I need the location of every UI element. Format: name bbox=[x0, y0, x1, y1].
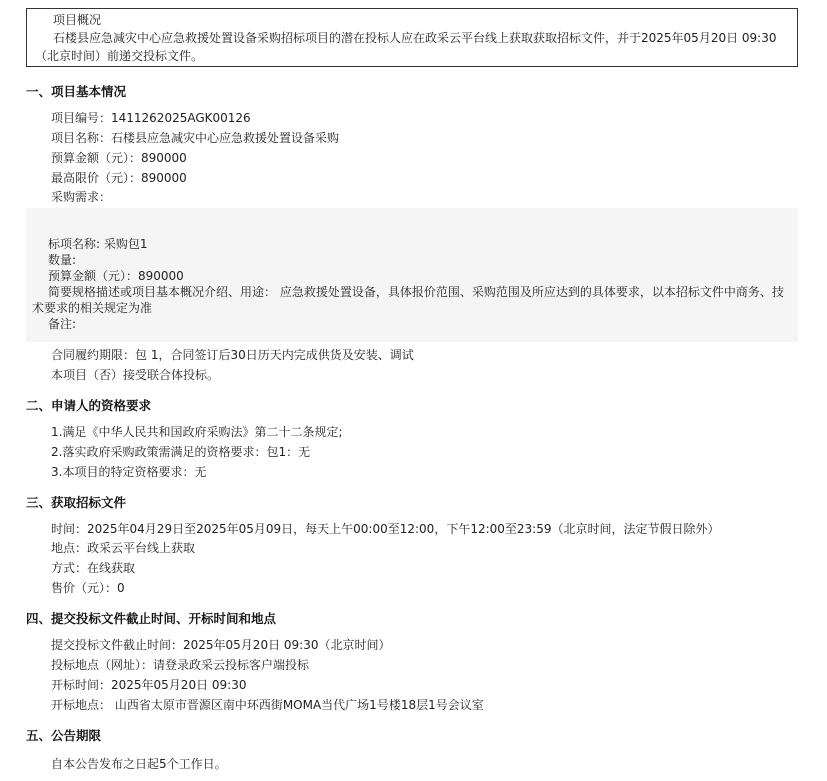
obtain-method: 方式：在线获取 bbox=[51, 561, 136, 575]
obtain-place: 地点：政采云平台线上获取 bbox=[51, 541, 196, 555]
project-name: 项目名称：石楼县应急减灾中心应急救援处置设备采购 bbox=[51, 131, 340, 145]
section-heading-qualification: 二、申请人的资格要求 bbox=[26, 398, 152, 413]
project-number: 项目编号：1411262025AGK00126 bbox=[51, 111, 251, 125]
bid-place: 投标地点（网址）：请登录政采云投标客户端投标 bbox=[51, 658, 310, 672]
opening-time: 开标时间：2025年05月20日 09:30 bbox=[51, 678, 247, 692]
procurement-demand-label: 采购需求： bbox=[51, 190, 112, 204]
overview-text: 石楼县应急减灾中心应急救援处置设备采购招标项目的潜在投标人应在政采云平台线上获取获取招标文件，并于2025年05月20日 09:30（北京时间）前递交投标文件。 bbox=[35, 31, 777, 63]
qualification-item-3: 3.本项目的特定资格要求：无 bbox=[51, 465, 207, 479]
submission-deadline: 提交投标文件截止时间：2025年05月20日 09:30（北京时间） bbox=[51, 638, 391, 652]
contract-term: 合同履约期限：包 1，合同签订后30日历天内完成供货及安装、调试 bbox=[51, 348, 414, 362]
opening-place: 开标地点： 山西省太原市晋源区南中环西街MOMA当代广场1号楼18层1号会议室 bbox=[51, 698, 484, 712]
consortium-note: 本项目（否）接受联合体投标。 bbox=[51, 368, 220, 382]
qualification-item-2: 2.落实政府采购政策需满足的资格要求：包1：无 bbox=[51, 445, 311, 459]
section-heading-submission: 四、提交投标文件截止时间、开标时间和地点 bbox=[26, 611, 277, 626]
lot-quantity: 数量: bbox=[48, 253, 77, 267]
budget-amount: 预算金额（元）：890000 bbox=[51, 151, 187, 165]
obtain-time: 时间：2025年04月29日至2025年05月09日，每天上午00:00至12:00，下午12:00至23:59（北京时间，法定节假日除外） bbox=[51, 522, 720, 536]
section-heading-obtain-documents: 三、获取招标文件 bbox=[26, 495, 127, 510]
section-heading-basic-info: 一、项目基本情况 bbox=[26, 84, 127, 99]
section-heading-announcement-period: 五、公告期限 bbox=[26, 728, 102, 743]
qualification-item-1: 1.满足《中华人民共和国政府采购法》第二十二条规定; bbox=[51, 425, 343, 439]
announcement-period-text: 自本公告发布之日起5个工作日。 bbox=[51, 757, 227, 771]
overview-title: 项目概况 bbox=[53, 13, 102, 27]
max-price: 最高限价（元）：890000 bbox=[51, 171, 187, 185]
lot-description: 简要规格描述或项目基本概况介绍、用途： 应急救援处置设备，具体报价范围、采购范围及所应达到的具体要求，以本招标文件中商务、技术要求的相关规定为准 bbox=[32, 285, 784, 315]
document-price: 售价（元）：0 bbox=[51, 581, 125, 595]
procurement-demand-box bbox=[26, 208, 798, 342]
lot-budget: 预算金额（元）：890000 bbox=[48, 269, 184, 283]
lot-remarks: 备注: bbox=[48, 317, 77, 331]
lot-name: 标项名称: 采购包1 bbox=[48, 237, 148, 251]
project-overview-box bbox=[26, 8, 798, 67]
